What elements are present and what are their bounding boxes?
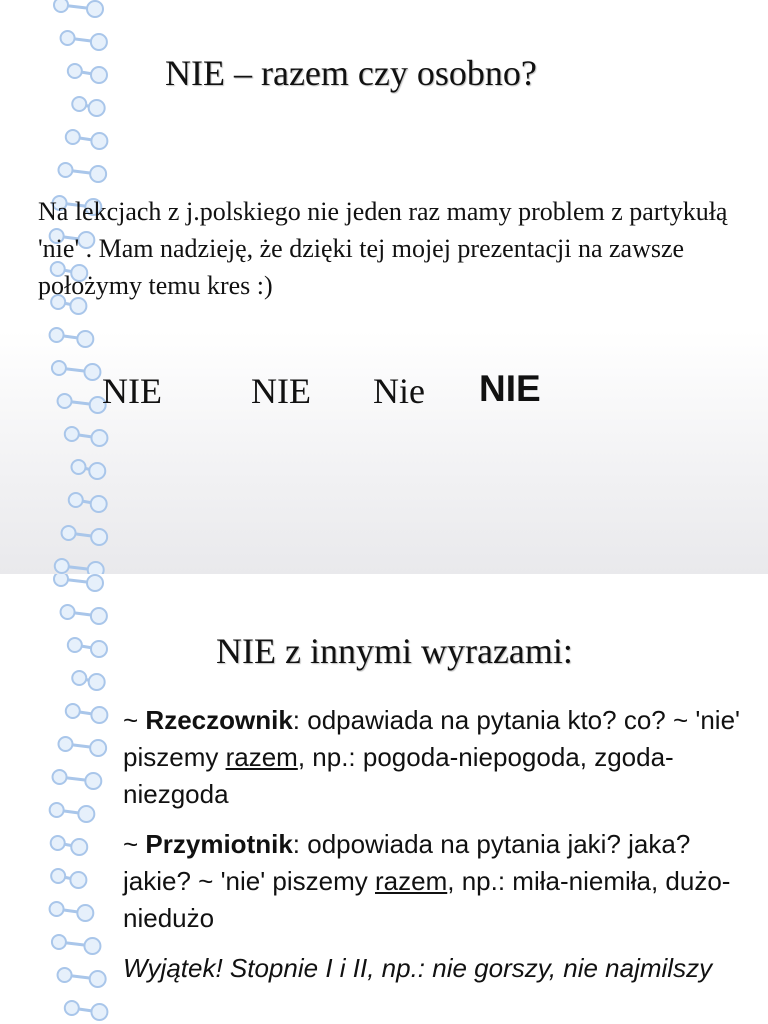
chain-bead bbox=[84, 938, 100, 954]
chain-bead bbox=[53, 770, 67, 784]
chain-bead bbox=[70, 872, 86, 888]
chain-bead bbox=[72, 460, 86, 474]
rzeczownik-text-b: , np.: pogoda-niepogoda, zgoda-niezgoda bbox=[123, 742, 674, 809]
chain-bead bbox=[55, 559, 69, 573]
chain-bead bbox=[68, 64, 82, 78]
chain-bead bbox=[91, 133, 107, 149]
chain-bead bbox=[61, 31, 75, 45]
chain-bead bbox=[84, 364, 100, 380]
przymiotnik-text-b: , np.: miła-niemiła, dużo-niedużo bbox=[123, 866, 731, 933]
nie-variant-3: Nie bbox=[373, 371, 425, 411]
chain-bead bbox=[78, 806, 94, 822]
chain-bead bbox=[69, 493, 83, 507]
chain-bead bbox=[77, 905, 93, 921]
chain-bead bbox=[54, 0, 68, 12]
przymiotnik-paragraph bbox=[123, 826, 743, 937]
nie-variant-2: NIE bbox=[251, 371, 311, 411]
chain-bead bbox=[54, 574, 68, 586]
nie-variant-4: NIE bbox=[479, 368, 541, 409]
chain-bead bbox=[88, 562, 104, 574]
chain-bead bbox=[87, 575, 103, 591]
chain-bead bbox=[72, 671, 86, 685]
dna-chain-decoration bbox=[0, 574, 140, 1024]
chain-bead bbox=[91, 67, 107, 83]
przymiotnik-underlined: razem bbox=[375, 866, 448, 896]
rzeczownik-text-a: : odpawiada na pytania kto? co? ~ 'nie' piszemy bbox=[123, 705, 740, 772]
chain-bead bbox=[91, 1004, 107, 1020]
chain-bead bbox=[51, 836, 65, 850]
chain-bead bbox=[52, 935, 66, 949]
chain-bead bbox=[66, 704, 80, 718]
rzeczownik-underlined: razem bbox=[225, 742, 298, 772]
wyjatek-paragraph: Wyjątek! Stopnie I i II, np.: nie gorszy, nie najmilszy bbox=[123, 953, 713, 983]
chain-bead bbox=[58, 163, 72, 177]
chain-bead bbox=[50, 328, 64, 342]
przymiotnik-term: Przymiotnik bbox=[145, 829, 293, 859]
chain-bead bbox=[61, 605, 75, 619]
chain-bead bbox=[58, 394, 72, 408]
rzeczownik-term: Rzeczownik bbox=[145, 705, 293, 735]
chain-bead bbox=[50, 803, 64, 817]
chain-bead bbox=[90, 166, 106, 182]
slide-1-title: NIE – razem czy osobno? bbox=[165, 53, 537, 93]
chain-bead bbox=[90, 971, 106, 987]
chain-bead bbox=[85, 773, 101, 789]
chain-bead bbox=[68, 638, 82, 652]
chain-bead bbox=[89, 463, 105, 479]
chain-bead bbox=[89, 674, 105, 690]
slide-2 bbox=[0, 574, 768, 1024]
chain-bead bbox=[91, 34, 107, 50]
chain-bead bbox=[91, 641, 107, 657]
przymiotnik-text-a: : odpowiada na pytania jaki? jaka? jakie? ~ 'nie' piszemy bbox=[123, 829, 691, 896]
nie-variant-1: NIE bbox=[102, 371, 162, 411]
chain-bead bbox=[72, 97, 86, 111]
chain-bead bbox=[52, 361, 66, 375]
chain-bead bbox=[58, 968, 72, 982]
chain-bead bbox=[51, 869, 65, 883]
chain-bead bbox=[91, 496, 107, 512]
chain-bead bbox=[89, 100, 105, 116]
rzeczownik-paragraph bbox=[123, 702, 743, 813]
chain-bead bbox=[87, 1, 103, 17]
chain-bead bbox=[77, 331, 93, 347]
przymiotnik-prefix: ~ bbox=[123, 829, 146, 859]
chain-bead bbox=[50, 902, 64, 916]
chain-bead bbox=[91, 707, 107, 723]
chain-bead bbox=[65, 1001, 79, 1015]
rzeczownik-prefix: ~ bbox=[123, 705, 146, 735]
slide-2-title: NIE z innymi wyrazami: bbox=[216, 631, 573, 671]
chain-bead bbox=[66, 130, 80, 144]
chain-bead bbox=[65, 427, 79, 441]
intro-paragraph: Na lekcjach z j.polskiego nie jeden raz mamy problem z partykułą 'nie' . Mam nadzieję, że dzięki tej mojej prezentacji na zawsze położymy temu kres :) bbox=[38, 197, 728, 300]
chain-bead bbox=[90, 740, 106, 756]
chain-bead bbox=[91, 608, 107, 624]
chain-bead bbox=[91, 529, 107, 545]
chain-bead bbox=[71, 839, 87, 855]
chain-bead bbox=[58, 737, 72, 751]
chain-bead bbox=[91, 430, 107, 446]
chain-bead bbox=[62, 526, 76, 540]
